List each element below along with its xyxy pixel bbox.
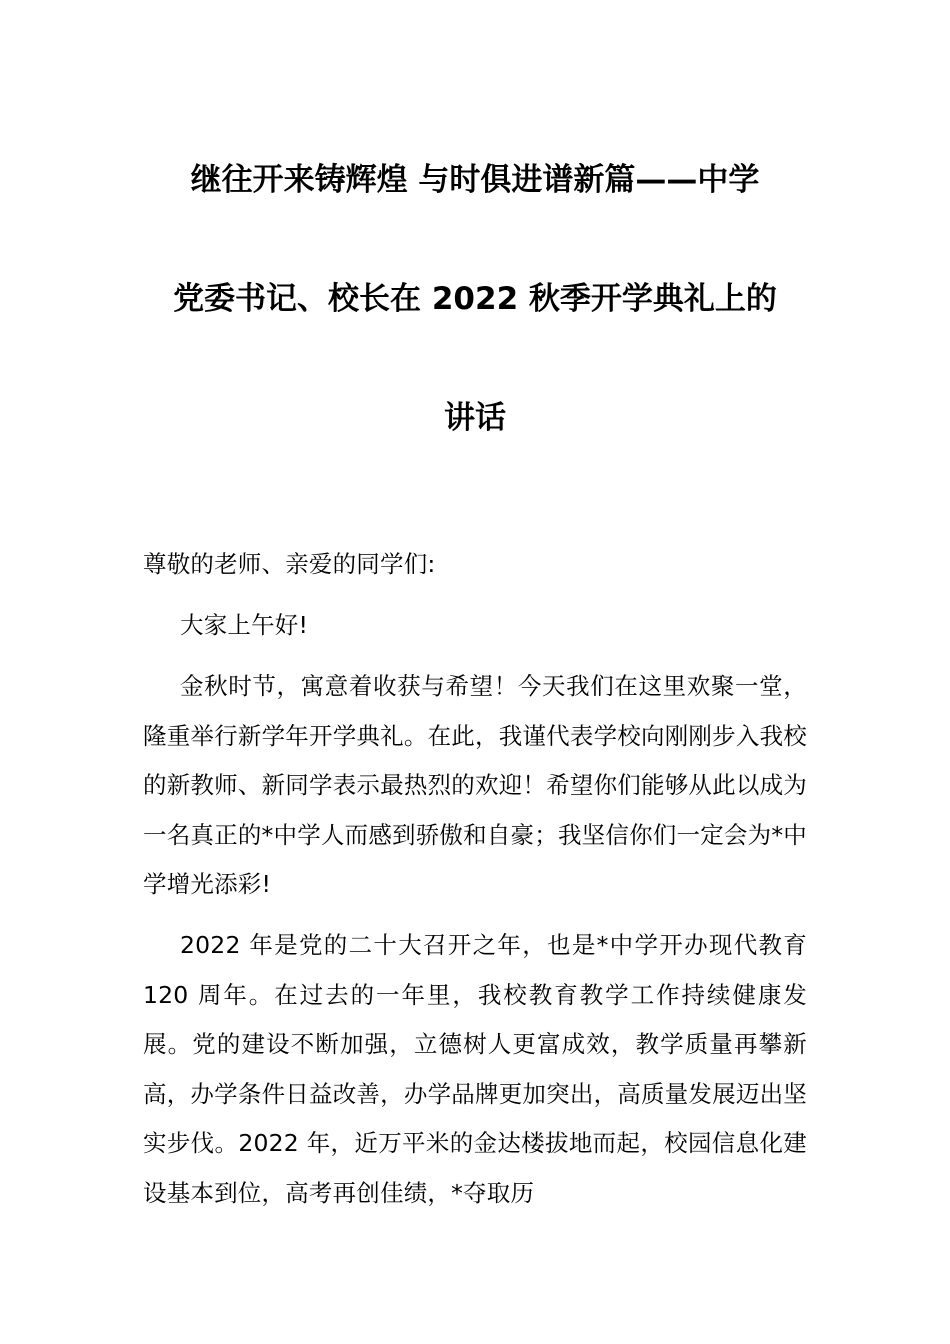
document-body xyxy=(143,540,807,1230)
welcome-paragraph: 金秋时节，寓意着收获与希望！今天我们在这里欢聚一堂，隆重举行新学年开学典礼。在此，我谨代表学校向刚刚步入我校的新教师、新同学表示最热烈的欢迎！希望你们能够从此以成为一名真正的*中学人而感到骄傲和自豪；我坚信你们一定会为*中学增光添彩! xyxy=(143,672,807,898)
salutation: 尊敬的老师、亲爱的同学们: xyxy=(143,550,436,578)
document-title-line-2: 党委书记、校长在 2022 秋季开学典礼上的 xyxy=(173,281,777,317)
review-paragraph: 2022 年是党的二十大召开之年，也是*中学开办现代教育 120 周年。在过去的一年里，我校教育教学工作持续健康发展。党的建设不断加强，立德树人更富成效，教学质量再攀新高，办学条件日益改善，办学品牌更加突出，高质量发展迈出坚实步伐。2022 年，近万平米的金达楼拔地而起，校园信息化建设基本到位，高考再创佳绩，*夺取历 xyxy=(143,931,807,1207)
greeting-paragraph: 大家上午好! xyxy=(180,611,309,639)
document-title-line-3: 讲话 xyxy=(444,400,506,436)
document-title-line-1: 继往开来铸辉煌 与时俱进谱新篇——中学 xyxy=(190,162,760,198)
